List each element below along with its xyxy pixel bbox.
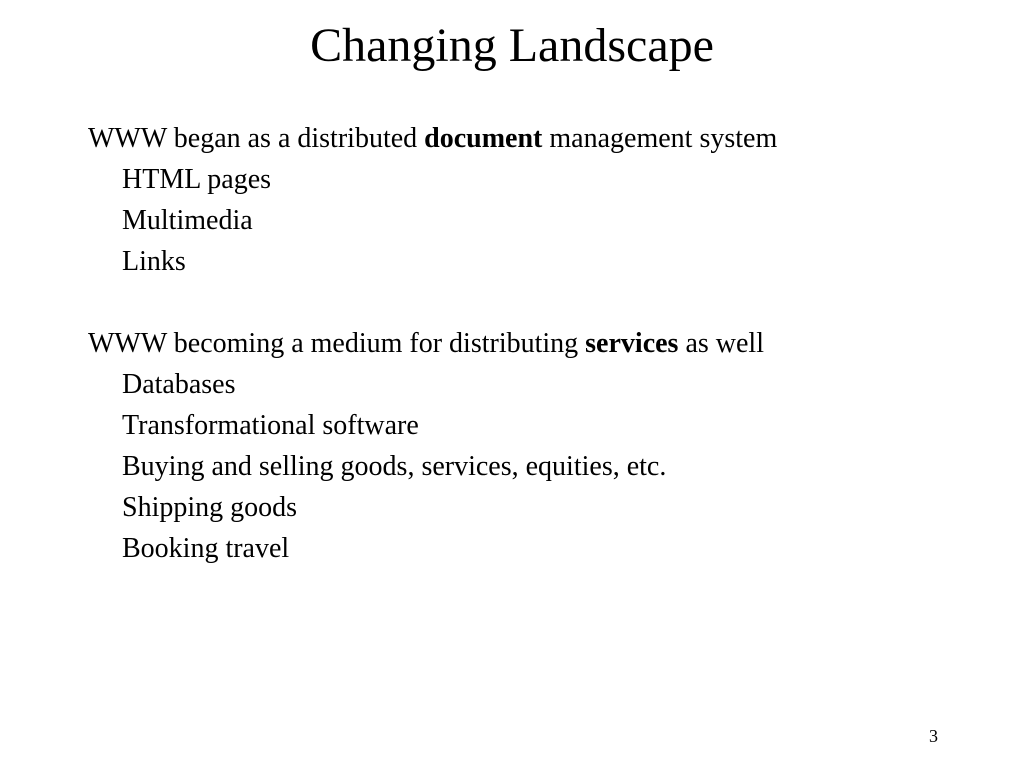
section-2-item: Booking travel (122, 533, 290, 564)
slide-body (88, 118, 988, 569)
section-1-item: Links (122, 246, 186, 277)
section-2-heading (88, 323, 988, 364)
section-2-heading-pre: WWW becoming a medium for distributing (88, 328, 586, 359)
section-2-heading-bold: services (585, 328, 679, 359)
section-2-heading-post: as well (678, 328, 764, 359)
section-1-item: HTML pages (122, 164, 272, 195)
section-1-heading-pre: WWW began as a distributed (88, 123, 425, 154)
section-1-heading-post: management system (542, 123, 778, 154)
section-1-item: Multimedia (122, 205, 253, 236)
slide-title: Changing Landscape (310, 19, 714, 72)
section-2-item: Transformational software (122, 410, 419, 441)
section-2-item: Buying and selling goods, services, equities, etc. (122, 451, 667, 482)
section-1-heading-bold: document (424, 123, 543, 154)
page-number: 3 (929, 726, 938, 746)
section-2-item: Databases (122, 369, 236, 400)
section-2-item: Shipping goods (122, 492, 298, 523)
section-1-heading (88, 118, 988, 159)
section-spacer (88, 282, 988, 323)
